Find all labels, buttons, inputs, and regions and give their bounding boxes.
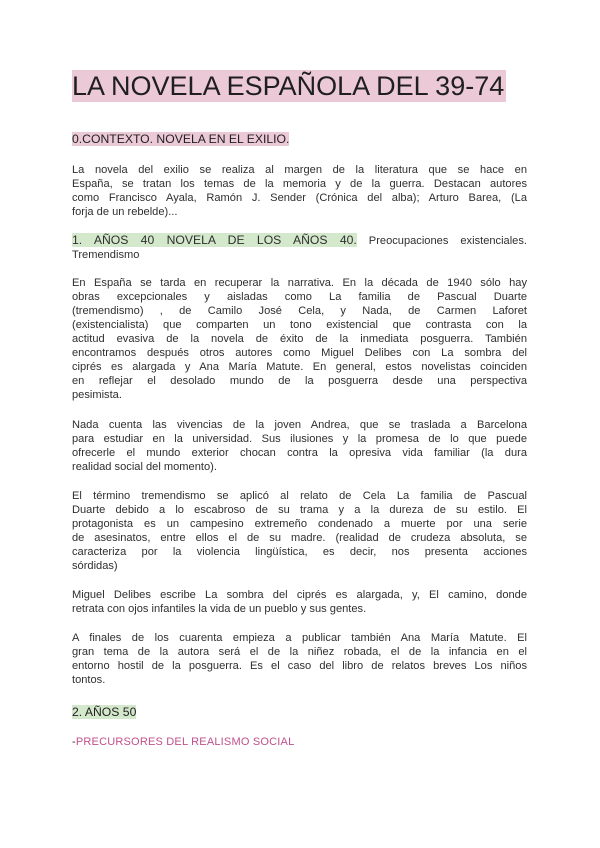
text-line: forja de un rebelde)... (72, 206, 178, 218)
text-line: (existencialista) que comparten un tono existencial que contrasta con la (72, 319, 527, 331)
text-line: entorno hostil de la posguerra. Es el caso del libro de relatos breves Los niños (72, 660, 527, 672)
section-1-heading (72, 233, 527, 262)
section-1-heading-rest: Preocupaciones existenciales. (356, 235, 527, 247)
text-line: El término tremendismo se aplicó al relato de Cela La familia de Pascual (72, 490, 527, 502)
text-line: protagonista es un campesino extremeño condenado a muerte por una serie (72, 518, 527, 530)
text-line: caracteriza por la violencia lingüística, es decir, nos presenta acciones (72, 546, 527, 558)
text-line: La novela del exilio se realiza al margen de la literatura que se hace en (72, 164, 527, 176)
text-line: pesimista. (72, 389, 122, 401)
text-line: para estudiar en la universidad. Sus ilusiones y la promesa de lo que puede (72, 433, 527, 445)
text-line: Duarte debido a lo escabroso de su trama y a la dureza de su estilo. El (72, 504, 527, 516)
section-1-paragraph-5 (72, 631, 527, 687)
text-line: sórdidas) (72, 560, 118, 572)
section-2-heading (72, 704, 136, 720)
text-line: Nada cuenta las vivencias de la joven Andrea, que se traslada a Barcelona (72, 419, 527, 431)
subsection-dash: - (72, 736, 76, 748)
section-2-heading-text: 2. AÑOS 50 (72, 705, 137, 719)
text-line: ofrecerle el mundo exterior chocan contra la opresiva vida familiar (la dura (72, 447, 527, 459)
text-line: ciprés es alargada y Ana María Matute. En general, estos novelistas coinciden (72, 361, 527, 373)
text-line: (tremendismo) , de Camilo José Cela, y Nada, de Carmen Laforet (72, 305, 527, 317)
text-line: como Francisco Ayala, Ramón J. Sender (Crónica del alba); Arturo Barea, (La (72, 192, 527, 204)
text-line: realidad social del momento). (72, 461, 217, 473)
text-line: España, se tratan los temas de la memoria y de la guerra. Destacan autores (72, 178, 527, 190)
text-line: obras excepcionales y aisladas como La familia de Pascual Duarte (72, 291, 527, 303)
section-1-paragraph-3 (72, 489, 527, 573)
text-line: encontramos después otros autores como Miguel Delibes con La sombra del (72, 347, 527, 359)
section-1-paragraph-1 (72, 276, 527, 402)
text-line: tontos. (72, 674, 106, 686)
text-line: A finales de los cuarenta empieza a publicar también Ana María Matute. El (72, 632, 527, 644)
page-title: LA NOVELA ESPAÑOLA DEL 39-74 (72, 71, 505, 101)
section-1-paragraph-4 (72, 588, 527, 616)
subsection-heading (72, 735, 294, 749)
section-0-heading (72, 131, 289, 147)
section-1-heading-text: 1. AÑOS 40 NOVELA DE LOS AÑOS 40. (72, 233, 357, 247)
text-line: Miguel Delibes escribe La sombra del ciprés es alargada, y, El camino, donde (72, 589, 527, 601)
text-line: de asesinatos, entre ellos el de su madre. (realidad de crudeza absoluta, se (72, 532, 527, 544)
text-line: gran tema de la autora será el de la niñez robada, el de la infancia en el (72, 646, 527, 658)
section-0-paragraph (72, 163, 527, 219)
section-0-heading-text: 0.CONTEXTO. NOVELA EN EL EXILIO. (72, 132, 290, 146)
section-1-paragraph-2 (72, 418, 527, 474)
text-line: en reflejar el desolado mundo de la posguerra desde una perspectiva (72, 375, 527, 387)
text-line: actitud evasiva de la novela de éxito de la inmediata posguerra. También (72, 333, 527, 345)
text-line: En España se tarda en recuperar la narrativa. En la década de 1940 sólo hay (72, 277, 527, 289)
text-line: retrata con ojos infantiles la vida de un pueblo y sus gentes. (72, 603, 367, 615)
subsection-label: PRECURSORES DEL REALISMO SOCIAL (75, 736, 295, 748)
section-1-heading-line2: Tremendismo (72, 249, 140, 261)
